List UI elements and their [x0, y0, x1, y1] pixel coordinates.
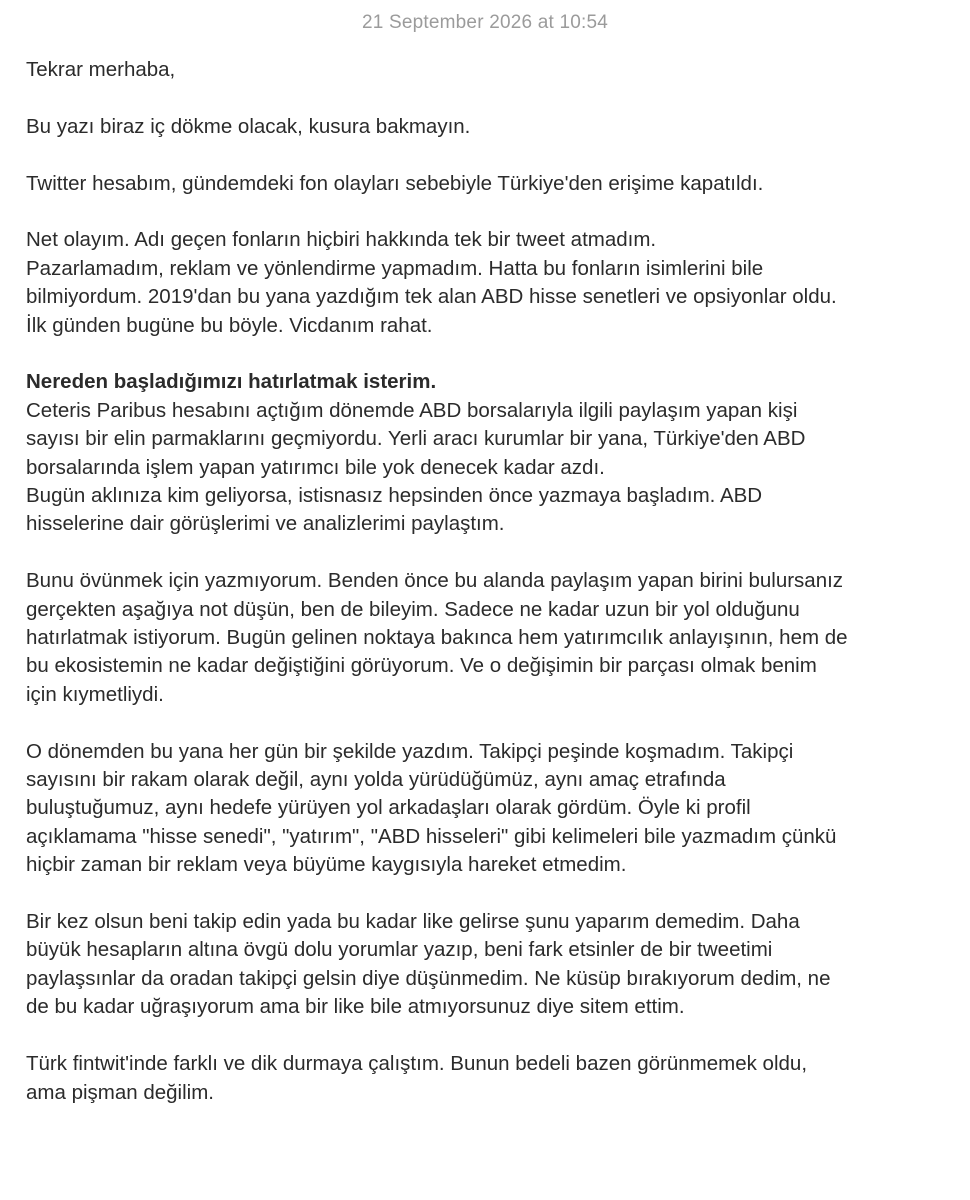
text-line: paylaşsınlar da oradan takipçi gelsin diye düşünmedim. Ne küsüp bırakıyorum dedim, ne	[26, 966, 831, 990]
text-line: ama pişman değilim.	[26, 1080, 214, 1104]
paragraph	[26, 113, 946, 141]
text-line: Bir kez olsun beni takip edin yada bu kadar like gelirse şunu yaparım demedim. Daha	[26, 910, 800, 934]
text-line: Türk fintwit'inde farklı ve dik durmaya çalıştım. Bunun bedeli bazen görünmemek oldu,	[26, 1052, 808, 1076]
text-line: Pazarlamadım, reklam ve yönlendirme yapmadım. Hatta bu fonların isimlerini bile	[26, 256, 764, 280]
text-line: bu ekosistemin ne kadar değiştiğini görüyorum. Ve o değişimin bir parçası olmak benim	[26, 654, 817, 678]
text-line: İlk günden bugüne bu böyle. Vicdanım rahat.	[26, 313, 433, 337]
paragraph	[26, 1050, 946, 1107]
text-line: hatırlatmak istiyorum. Bugün gelinen noktaya bakınca hem yatırımcılık anlayışının, hem de	[26, 626, 848, 650]
text-line: açıklamama "hisse senedi", "yatırım", "ABD hisseleri" gibi kelimeleri bile yazmadım çünkü	[26, 824, 837, 848]
paragraph	[26, 368, 946, 538]
text-line: Bu yazı biraz iç dökme olacak, kusura bakmayın.	[26, 114, 471, 138]
text-line: bilmiyordum. 2019'dan bu yana yazdığım tek alan ABD hisse senetleri ve opsiyonlar oldu.	[26, 285, 837, 309]
paragraph	[26, 226, 946, 340]
text-line: O dönemden bu yana her gün bir şekilde yazdım. Takipçi peşinde koşmadım. Takipçi	[26, 739, 794, 763]
text-line: gerçekten aşağıya not düşün, ben de bileyim. Sadece ne kadar uzun bir yol olduğunu	[26, 597, 800, 621]
text-line: için kıymetliydi.	[26, 682, 164, 706]
text-line: sayısını bir rakam olarak değil, aynı yolda yürüdüğümüz, aynı amaç etrafında	[26, 768, 726, 792]
text-line: Tekrar merhaba,	[26, 58, 176, 81]
section-heading: Nereden başladığımızı hatırlatmak isterim.	[26, 370, 437, 394]
note-timestamp: 21 September 2026 at 10:54	[361, 12, 609, 33]
text-line: de bu kadar uğraşıyorum ama bir like bile atmıyorsunuz diye sitem ettim.	[26, 995, 685, 1019]
note-body[interactable]	[26, 56, 946, 1135]
text-line: hisselerine dair görüşlerimi ve analizlerimi paylaştım.	[26, 512, 505, 536]
paragraph	[26, 908, 946, 1022]
paragraph	[26, 738, 946, 880]
text-line: Bunu övünmek için yazmıyorum. Benden önce bu alanda paylaşım yapan birini bulursanız	[26, 569, 844, 593]
paragraph	[26, 170, 946, 198]
text-line: Bugün aklınıza kim geliyorsa, istisnasız hepsinden önce yazmaya başladım. ABD	[26, 484, 763, 508]
text-line: Net olayım. Adı geçen fonların hiçbiri hakkında tek bir tweet atmadım.	[26, 228, 657, 252]
paragraph	[26, 56, 946, 84]
text-line: Ceteris Paribus hesabını açtığım dönemde ABD borsalarıyla ilgili paylaşım yapan kişi	[26, 398, 798, 422]
text-line: büyük hesapların altına övgü dolu yorumlar yazıp, beni fark etsinler de bir tweetimi	[26, 938, 773, 962]
text-line: borsalarında işlem yapan yatırımcı bile yok denecek kadar azdı.	[26, 455, 605, 479]
text-line: sayısı bir elin parmaklarını geçmiyordu. Yerli aracı kurumlar bir yana, Türkiye'den ABD	[26, 427, 806, 451]
paragraph	[26, 567, 946, 709]
text-line: hiçbir zaman bir reklam veya büyüme kaygısıyla hareket etmedim.	[26, 853, 627, 877]
text-line: buluştuğumuz, aynı hedefe yürüyen yol arkadaşları olarak gördüm. Öyle ki profil	[26, 796, 751, 820]
text-line: Twitter hesabım, gündemdeki fon olayları sebebiyle Türkiye'den erişime kapatıldı.	[26, 171, 764, 195]
